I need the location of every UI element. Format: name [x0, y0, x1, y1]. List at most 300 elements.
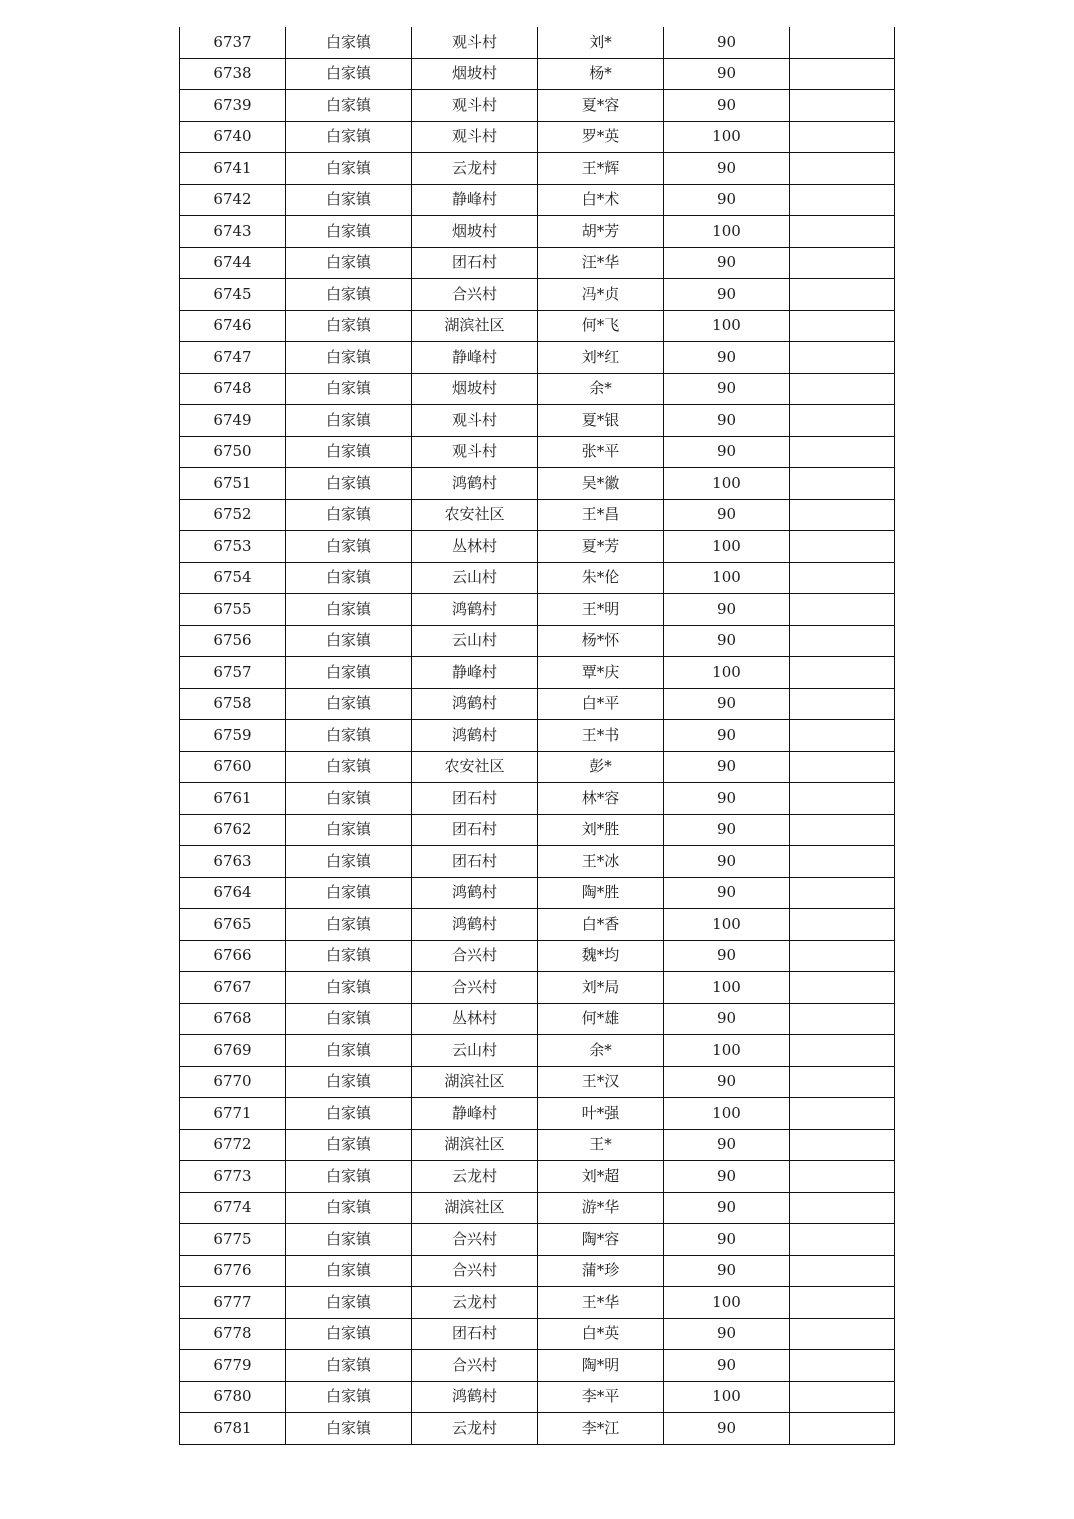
village-cell: 丛林村 [412, 531, 538, 563]
town-cell: 白家镇 [286, 1255, 412, 1287]
village-cell: 合兴村 [412, 279, 538, 311]
name-cell: 白*香 [538, 909, 664, 941]
amount-cell: 90 [664, 436, 790, 468]
note-cell [790, 1255, 895, 1287]
roster-table [179, 27, 895, 1445]
village-cell: 观斗村 [412, 121, 538, 153]
amount-cell: 100 [664, 1287, 790, 1319]
village-cell: 云龙村 [412, 1161, 538, 1193]
note-cell [790, 373, 895, 405]
village-cell: 云龙村 [412, 1413, 538, 1445]
name-cell: 夏*容 [538, 90, 664, 122]
row-number-cell: 6749 [180, 405, 286, 437]
table-row [180, 972, 895, 1004]
note-cell [790, 1350, 895, 1382]
note-cell [790, 562, 895, 594]
amount-cell: 90 [664, 1129, 790, 1161]
table-row [180, 846, 895, 878]
row-number-cell: 6740 [180, 121, 286, 153]
row-number-cell: 6773 [180, 1161, 286, 1193]
village-cell: 湖滨社区 [412, 1066, 538, 1098]
town-cell: 白家镇 [286, 594, 412, 626]
name-cell: 杨* [538, 58, 664, 90]
row-number-cell: 6778 [180, 1318, 286, 1350]
note-cell [790, 1003, 895, 1035]
amount-cell: 90 [664, 184, 790, 216]
note-cell [790, 1287, 895, 1319]
table-row [180, 1066, 895, 1098]
amount-cell: 100 [664, 216, 790, 248]
village-cell: 鸿鹤村 [412, 720, 538, 752]
village-cell: 合兴村 [412, 940, 538, 972]
village-cell: 鸿鹤村 [412, 594, 538, 626]
row-number-cell: 6756 [180, 625, 286, 657]
name-cell: 刘* [538, 27, 664, 58]
row-number-cell: 6746 [180, 310, 286, 342]
note-cell [790, 279, 895, 311]
village-cell: 云山村 [412, 625, 538, 657]
town-cell: 白家镇 [286, 1035, 412, 1067]
town-cell: 白家镇 [286, 468, 412, 500]
amount-cell: 90 [664, 279, 790, 311]
row-number-cell: 6781 [180, 1413, 286, 1445]
amount-cell: 100 [664, 468, 790, 500]
row-number-cell: 6750 [180, 436, 286, 468]
town-cell: 白家镇 [286, 657, 412, 689]
row-number-cell: 6776 [180, 1255, 286, 1287]
note-cell [790, 153, 895, 185]
village-cell: 团石村 [412, 1318, 538, 1350]
village-cell: 静峰村 [412, 657, 538, 689]
table-row [180, 184, 895, 216]
name-cell: 吴*徽 [538, 468, 664, 500]
amount-cell: 90 [664, 1192, 790, 1224]
row-number-cell: 6774 [180, 1192, 286, 1224]
row-number-cell: 6748 [180, 373, 286, 405]
amount-cell: 90 [664, 1161, 790, 1193]
row-number-cell: 6764 [180, 877, 286, 909]
note-cell [790, 1224, 895, 1256]
village-cell: 农安社区 [412, 499, 538, 531]
amount-cell: 90 [664, 1003, 790, 1035]
note-cell [790, 594, 895, 626]
amount-cell: 100 [664, 310, 790, 342]
table-row [180, 625, 895, 657]
name-cell: 白*平 [538, 688, 664, 720]
town-cell: 白家镇 [286, 940, 412, 972]
note-cell [790, 436, 895, 468]
town-cell: 白家镇 [286, 1192, 412, 1224]
table-row [180, 216, 895, 248]
name-cell: 王*明 [538, 594, 664, 626]
note-cell [790, 405, 895, 437]
row-number-cell: 6763 [180, 846, 286, 878]
table-row [180, 1224, 895, 1256]
amount-cell: 90 [664, 783, 790, 815]
town-cell: 白家镇 [286, 1098, 412, 1130]
town-cell: 白家镇 [286, 1381, 412, 1413]
row-number-cell: 6745 [180, 279, 286, 311]
amount-cell: 90 [664, 153, 790, 185]
name-cell: 汪*华 [538, 247, 664, 279]
row-number-cell: 6761 [180, 783, 286, 815]
amount-cell: 100 [664, 657, 790, 689]
roster-table-body [180, 27, 895, 1444]
name-cell: 李*江 [538, 1413, 664, 1445]
name-cell: 蒲*珍 [538, 1255, 664, 1287]
town-cell: 白家镇 [286, 972, 412, 1004]
town-cell: 白家镇 [286, 121, 412, 153]
note-cell [790, 468, 895, 500]
amount-cell: 100 [664, 1381, 790, 1413]
town-cell: 白家镇 [286, 373, 412, 405]
amount-cell: 90 [664, 814, 790, 846]
row-number-cell: 6752 [180, 499, 286, 531]
amount-cell: 90 [664, 594, 790, 626]
row-number-cell: 6780 [180, 1381, 286, 1413]
name-cell: 王*华 [538, 1287, 664, 1319]
table-row [180, 247, 895, 279]
name-cell: 陶*容 [538, 1224, 664, 1256]
note-cell [790, 940, 895, 972]
village-cell: 合兴村 [412, 1350, 538, 1382]
name-cell: 何*飞 [538, 310, 664, 342]
village-cell: 鸿鹤村 [412, 877, 538, 909]
town-cell: 白家镇 [286, 562, 412, 594]
table-row [180, 1035, 895, 1067]
amount-cell: 90 [664, 846, 790, 878]
note-cell [790, 27, 895, 58]
note-cell [790, 657, 895, 689]
name-cell: 陶*明 [538, 1350, 664, 1382]
table-row [180, 1287, 895, 1319]
note-cell [790, 1161, 895, 1193]
town-cell: 白家镇 [286, 153, 412, 185]
table-row [180, 657, 895, 689]
name-cell: 覃*庆 [538, 657, 664, 689]
table-row [180, 531, 895, 563]
note-cell [790, 1381, 895, 1413]
table-row [180, 1161, 895, 1193]
name-cell: 王*书 [538, 720, 664, 752]
name-cell: 夏*芳 [538, 531, 664, 563]
village-cell: 观斗村 [412, 90, 538, 122]
amount-cell: 90 [664, 405, 790, 437]
town-cell: 白家镇 [286, 247, 412, 279]
town-cell: 白家镇 [286, 1224, 412, 1256]
note-cell [790, 751, 895, 783]
table-row [180, 1192, 895, 1224]
table-row [180, 814, 895, 846]
note-cell [790, 625, 895, 657]
note-cell [790, 972, 895, 1004]
name-cell: 张*平 [538, 436, 664, 468]
town-cell: 白家镇 [286, 1003, 412, 1035]
village-cell: 丛林村 [412, 1003, 538, 1035]
village-cell: 观斗村 [412, 27, 538, 58]
note-cell [790, 90, 895, 122]
name-cell: 魏*均 [538, 940, 664, 972]
note-cell [790, 1192, 895, 1224]
table-row [180, 279, 895, 311]
village-cell: 团石村 [412, 783, 538, 815]
amount-cell: 90 [664, 90, 790, 122]
note-cell [790, 531, 895, 563]
name-cell: 王* [538, 1129, 664, 1161]
town-cell: 白家镇 [286, 184, 412, 216]
note-cell [790, 846, 895, 878]
table-row [180, 27, 895, 58]
town-cell: 白家镇 [286, 1287, 412, 1319]
row-number-cell: 6747 [180, 342, 286, 374]
note-cell [790, 1035, 895, 1067]
note-cell [790, 1318, 895, 1350]
village-cell: 合兴村 [412, 1224, 538, 1256]
amount-cell: 90 [664, 1318, 790, 1350]
amount-cell: 90 [664, 499, 790, 531]
village-cell: 云龙村 [412, 153, 538, 185]
note-cell [790, 1129, 895, 1161]
amount-cell: 90 [664, 373, 790, 405]
name-cell: 冯*贞 [538, 279, 664, 311]
town-cell: 白家镇 [286, 1129, 412, 1161]
town-cell: 白家镇 [286, 216, 412, 248]
row-number-cell: 6759 [180, 720, 286, 752]
note-cell [790, 814, 895, 846]
amount-cell: 100 [664, 909, 790, 941]
name-cell: 余* [538, 1035, 664, 1067]
village-cell: 烟坡村 [412, 216, 538, 248]
table-row [180, 499, 895, 531]
name-cell: 杨*怀 [538, 625, 664, 657]
name-cell: 王*昌 [538, 499, 664, 531]
table-row [180, 1318, 895, 1350]
row-number-cell: 6758 [180, 688, 286, 720]
village-cell: 湖滨社区 [412, 310, 538, 342]
note-cell [790, 216, 895, 248]
row-number-cell: 6751 [180, 468, 286, 500]
town-cell: 白家镇 [286, 720, 412, 752]
village-cell: 团石村 [412, 247, 538, 279]
row-number-cell: 6767 [180, 972, 286, 1004]
table-row [180, 1003, 895, 1035]
village-cell: 湖滨社区 [412, 1192, 538, 1224]
table-row [180, 940, 895, 972]
village-cell: 合兴村 [412, 1255, 538, 1287]
village-cell: 静峰村 [412, 1098, 538, 1130]
amount-cell: 90 [664, 58, 790, 90]
name-cell: 刘*局 [538, 972, 664, 1004]
note-cell [790, 688, 895, 720]
row-number-cell: 6737 [180, 27, 286, 58]
name-cell: 余* [538, 373, 664, 405]
town-cell: 白家镇 [286, 1161, 412, 1193]
amount-cell: 100 [664, 562, 790, 594]
note-cell [790, 310, 895, 342]
town-cell: 白家镇 [286, 279, 412, 311]
amount-cell: 100 [664, 531, 790, 563]
table-row [180, 1381, 895, 1413]
amount-cell: 90 [664, 751, 790, 783]
table-row [180, 310, 895, 342]
table-row [180, 58, 895, 90]
note-cell [790, 247, 895, 279]
name-cell: 王*汉 [538, 1066, 664, 1098]
village-cell: 团石村 [412, 814, 538, 846]
town-cell: 白家镇 [286, 58, 412, 90]
table-row [180, 342, 895, 374]
town-cell: 白家镇 [286, 1350, 412, 1382]
note-cell [790, 909, 895, 941]
table-row [180, 405, 895, 437]
name-cell: 白*英 [538, 1318, 664, 1350]
note-cell [790, 184, 895, 216]
table-row [180, 877, 895, 909]
village-cell: 静峰村 [412, 342, 538, 374]
row-number-cell: 6742 [180, 184, 286, 216]
note-cell [790, 720, 895, 752]
town-cell: 白家镇 [286, 310, 412, 342]
village-cell: 云龙村 [412, 1287, 538, 1319]
name-cell: 何*雄 [538, 1003, 664, 1035]
town-cell: 白家镇 [286, 846, 412, 878]
name-cell: 夏*银 [538, 405, 664, 437]
row-number-cell: 6762 [180, 814, 286, 846]
amount-cell: 90 [664, 720, 790, 752]
town-cell: 白家镇 [286, 625, 412, 657]
table-row [180, 373, 895, 405]
table-row [180, 1129, 895, 1161]
town-cell: 白家镇 [286, 499, 412, 531]
village-cell: 静峰村 [412, 184, 538, 216]
row-number-cell: 6744 [180, 247, 286, 279]
table-row [180, 1255, 895, 1287]
table-row [180, 121, 895, 153]
note-cell [790, 1066, 895, 1098]
name-cell: 王*辉 [538, 153, 664, 185]
town-cell: 白家镇 [286, 405, 412, 437]
village-cell: 烟坡村 [412, 373, 538, 405]
name-cell: 叶*强 [538, 1098, 664, 1130]
town-cell: 白家镇 [286, 1413, 412, 1445]
town-cell: 白家镇 [286, 688, 412, 720]
town-cell: 白家镇 [286, 27, 412, 58]
village-cell: 鸿鹤村 [412, 909, 538, 941]
row-number-cell: 6741 [180, 153, 286, 185]
village-cell: 观斗村 [412, 436, 538, 468]
name-cell: 刘*超 [538, 1161, 664, 1193]
note-cell [790, 1413, 895, 1445]
table-row [180, 751, 895, 783]
row-number-cell: 6779 [180, 1350, 286, 1382]
village-cell: 鸿鹤村 [412, 1381, 538, 1413]
row-number-cell: 6755 [180, 594, 286, 626]
note-cell [790, 499, 895, 531]
row-number-cell: 6775 [180, 1224, 286, 1256]
amount-cell: 90 [664, 877, 790, 909]
row-number-cell: 6754 [180, 562, 286, 594]
note-cell [790, 58, 895, 90]
amount-cell: 90 [664, 688, 790, 720]
village-cell: 湖滨社区 [412, 1129, 538, 1161]
name-cell: 白*术 [538, 184, 664, 216]
amount-cell: 90 [664, 1255, 790, 1287]
note-cell [790, 783, 895, 815]
town-cell: 白家镇 [286, 342, 412, 374]
amount-cell: 90 [664, 1413, 790, 1445]
amount-cell: 90 [664, 27, 790, 58]
row-number-cell: 6768 [180, 1003, 286, 1035]
village-cell: 农安社区 [412, 751, 538, 783]
table-row [180, 90, 895, 122]
row-number-cell: 6766 [180, 940, 286, 972]
table-row [180, 1413, 895, 1445]
table-row [180, 688, 895, 720]
table-row [180, 562, 895, 594]
table-row [180, 594, 895, 626]
town-cell: 白家镇 [286, 531, 412, 563]
village-cell: 烟坡村 [412, 58, 538, 90]
town-cell: 白家镇 [286, 1318, 412, 1350]
table-row [180, 783, 895, 815]
table-row [180, 436, 895, 468]
village-cell: 鸿鹤村 [412, 688, 538, 720]
name-cell: 李*平 [538, 1381, 664, 1413]
village-cell: 云山村 [412, 562, 538, 594]
amount-cell: 90 [664, 342, 790, 374]
name-cell: 彭* [538, 751, 664, 783]
row-number-cell: 6738 [180, 58, 286, 90]
name-cell: 刘*胜 [538, 814, 664, 846]
row-number-cell: 6743 [180, 216, 286, 248]
amount-cell: 90 [664, 1066, 790, 1098]
town-cell: 白家镇 [286, 783, 412, 815]
row-number-cell: 6753 [180, 531, 286, 563]
amount-cell: 90 [664, 625, 790, 657]
row-number-cell: 6777 [180, 1287, 286, 1319]
town-cell: 白家镇 [286, 877, 412, 909]
amount-cell: 100 [664, 1098, 790, 1130]
amount-cell: 90 [664, 247, 790, 279]
name-cell: 胡*芳 [538, 216, 664, 248]
village-cell: 合兴村 [412, 972, 538, 1004]
note-cell [790, 342, 895, 374]
table-row [180, 468, 895, 500]
note-cell [790, 877, 895, 909]
amount-cell: 90 [664, 1224, 790, 1256]
row-number-cell: 6760 [180, 751, 286, 783]
name-cell: 林*容 [538, 783, 664, 815]
row-number-cell: 6739 [180, 90, 286, 122]
row-number-cell: 6769 [180, 1035, 286, 1067]
row-number-cell: 6770 [180, 1066, 286, 1098]
table-row [180, 1350, 895, 1382]
amount-cell: 100 [664, 1035, 790, 1067]
village-cell: 鸿鹤村 [412, 468, 538, 500]
row-number-cell: 6771 [180, 1098, 286, 1130]
table-row [180, 909, 895, 941]
town-cell: 白家镇 [286, 90, 412, 122]
amount-cell: 90 [664, 1350, 790, 1382]
table-row [180, 1098, 895, 1130]
town-cell: 白家镇 [286, 814, 412, 846]
amount-cell: 100 [664, 972, 790, 1004]
name-cell: 刘*红 [538, 342, 664, 374]
amount-cell: 100 [664, 121, 790, 153]
town-cell: 白家镇 [286, 751, 412, 783]
name-cell: 陶*胜 [538, 877, 664, 909]
town-cell: 白家镇 [286, 1066, 412, 1098]
